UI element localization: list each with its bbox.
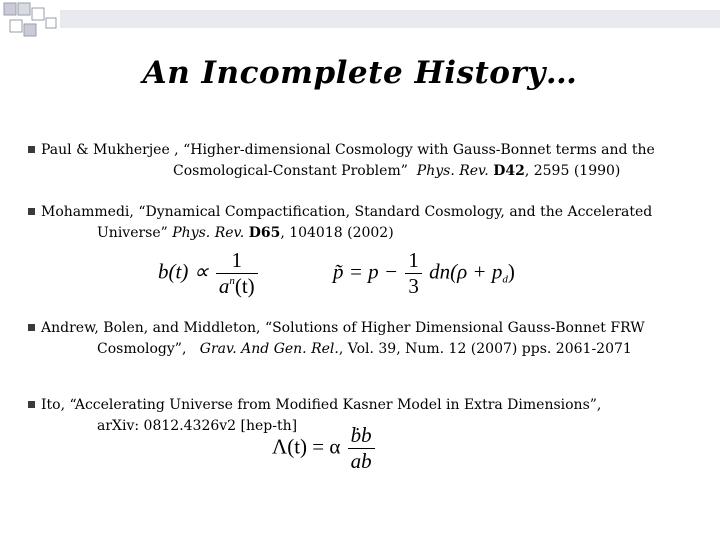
ref-authors: Andrew, Bolen, and Middleton, bbox=[41, 320, 265, 336]
eq-rest: dn(ρ + p bbox=[429, 259, 503, 284]
bullet-square-icon bbox=[28, 324, 35, 331]
ref-quote: “Accelerating Universe from Modified Kasner Model in Extra Dimensions”, bbox=[69, 397, 602, 413]
reference-item-1 bbox=[28, 140, 708, 182]
eq-lhs: b(t) ∝ bbox=[158, 259, 214, 284]
ref-journal: Phys. Rev. bbox=[416, 163, 489, 179]
eq-fraction bbox=[348, 425, 375, 472]
equation-b-of-t bbox=[158, 250, 260, 297]
eq-denominator: ab bbox=[350, 449, 372, 473]
eq-subscript: d bbox=[502, 273, 508, 286]
ref-volume: D42 bbox=[493, 163, 525, 179]
ref-quote: “Solutions of Higher Dimensional Gauss-Bonnet FRW bbox=[264, 320, 645, 336]
ref-authors: Ito, bbox=[41, 397, 70, 413]
eq-numerator: ḃb bbox=[348, 425, 375, 449]
header-decoration bbox=[0, 0, 720, 50]
ref-authors: Mohammedi, bbox=[41, 204, 139, 220]
ref-journal: Phys. Rev. bbox=[172, 225, 245, 241]
ref-quote-cont: Cosmology”, bbox=[97, 341, 191, 357]
reference-item-2 bbox=[28, 202, 708, 244]
eq-numerator: 1 bbox=[405, 250, 422, 274]
bullet-square-icon bbox=[28, 401, 35, 408]
ref-journal: Grav. And Gen. Rel. bbox=[199, 341, 339, 357]
eq-denominator bbox=[216, 274, 258, 297]
equation-p-tilde bbox=[333, 250, 515, 297]
ref-quote: “Dynamical Compactification, Standard Cosmology, and the Accelerated bbox=[138, 204, 653, 220]
eq-fraction bbox=[405, 250, 422, 297]
eq-numerator: 1 bbox=[216, 250, 258, 274]
eq-lhs: p̃ = p − bbox=[333, 259, 404, 284]
ref-authors: Paul & Mukherjee , bbox=[41, 142, 184, 158]
bullet-square-icon bbox=[28, 146, 35, 153]
eq-close: ) bbox=[507, 259, 515, 284]
reference-item-3 bbox=[28, 318, 708, 360]
eq-den-sup: n bbox=[229, 275, 235, 287]
ref-quote-cont: Cosmological-Constant Problem” bbox=[173, 163, 408, 179]
ref-quote: “Higher-dimensional Cosmology with Gauss-Bonnet terms and the bbox=[183, 142, 655, 158]
ref-quote-cont: Universe” bbox=[97, 225, 168, 241]
ref-arxiv: arXiv: 0812.4326v2 [hep-th] bbox=[97, 418, 298, 434]
ref-volume: D65 bbox=[248, 225, 281, 241]
ref-pages: , 104018 (2002) bbox=[280, 225, 394, 241]
eq-den-a: a bbox=[218, 274, 230, 298]
ref-pages: , Vol. 39, Num. 12 (2007) pps. 2061-2071 bbox=[338, 341, 632, 357]
page-title: An Incomplete History… bbox=[142, 55, 578, 91]
equation-lambda-of-t bbox=[272, 425, 377, 472]
eq-lhs: Λ(t) = α bbox=[272, 434, 346, 459]
bullet-square-icon bbox=[28, 208, 35, 215]
eq-fraction bbox=[216, 250, 258, 297]
eq-denominator: 3 bbox=[408, 274, 419, 298]
eq-den-t: (t) bbox=[234, 274, 255, 298]
ref-pages: , 2595 (1990) bbox=[524, 163, 621, 179]
